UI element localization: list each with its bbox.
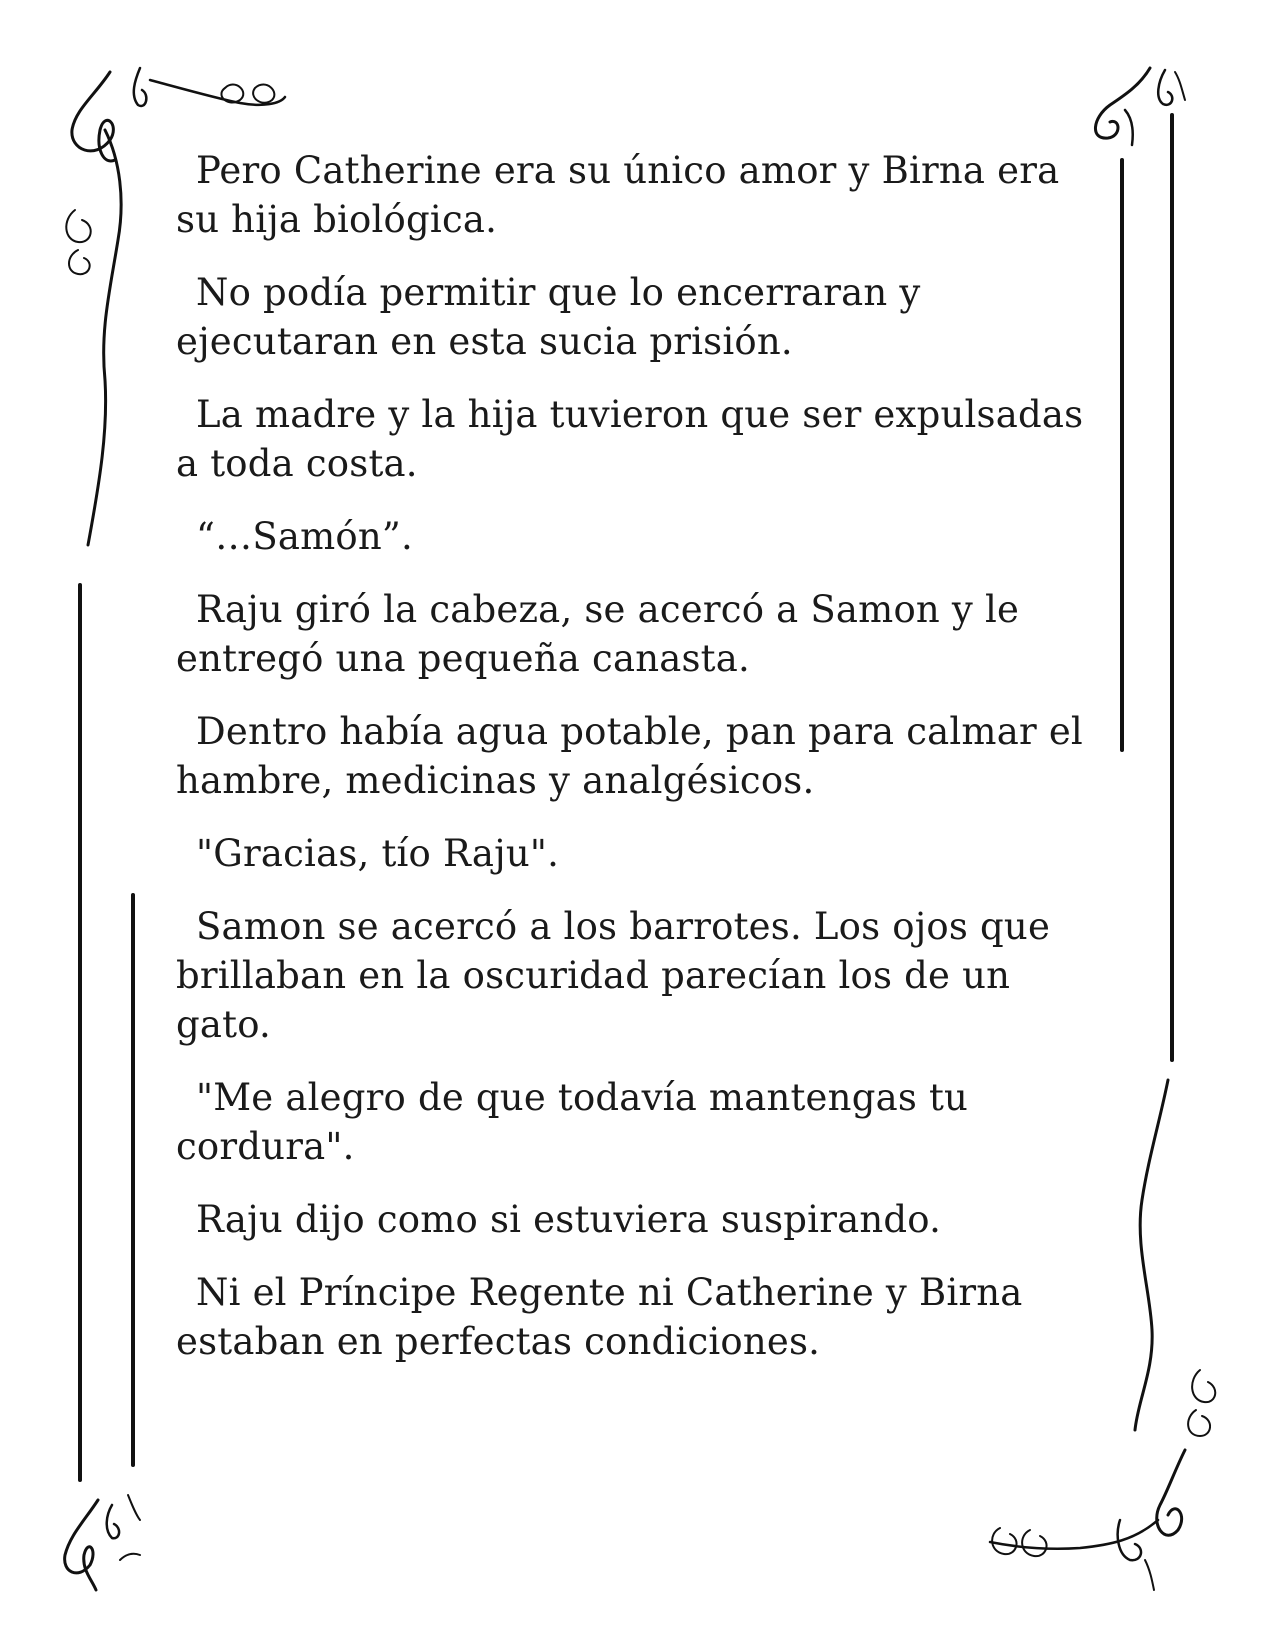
paragraph: “…Samón”. — [196, 515, 413, 558]
paragraph: Dentro había agua potable, pan para calmar el hambre, medicinas y analgésicos. — [176, 710, 1083, 802]
top-right-flourish — [1095, 68, 1150, 138]
paragraph: Raju dijo como si estuviera suspirando. — [196, 1198, 942, 1241]
bottom-right-flourish — [990, 1520, 1158, 1549]
paragraph: La madre y la hija tuvieron que ser expulsadas a toda costa. — [176, 393, 1084, 485]
paragraph: "Me alegro de que todavía mantengas tu cordura". — [176, 1076, 969, 1168]
bottom-left-flourish — [65, 1500, 98, 1590]
right-curve-flourish — [1135, 1080, 1168, 1430]
paragraph: Raju giró la cabeza, se acercó a Samon y le entregó una pequeña canasta. — [176, 588, 1020, 680]
paragraph: Samon se acercó a los barrotes. Los ojos que brillaban en la oscuridad parecían los de un gato. — [176, 905, 1051, 1046]
paragraph: Pero Catherine era su único amor y Birna era su hija biológica. — [176, 149, 1060, 241]
top-left-flourish — [72, 72, 115, 161]
story-text — [176, 146, 1086, 1390]
paragraph: No podía permitir que lo encerraran y ejecutaran en esta sucia prisión. — [176, 271, 921, 363]
paragraph: "Gracias, tío Raju". — [196, 832, 560, 875]
paragraph: Ni el Príncipe Regente ni Catherine y Birna estaban en perfectas condiciones. — [176, 1271, 1023, 1363]
